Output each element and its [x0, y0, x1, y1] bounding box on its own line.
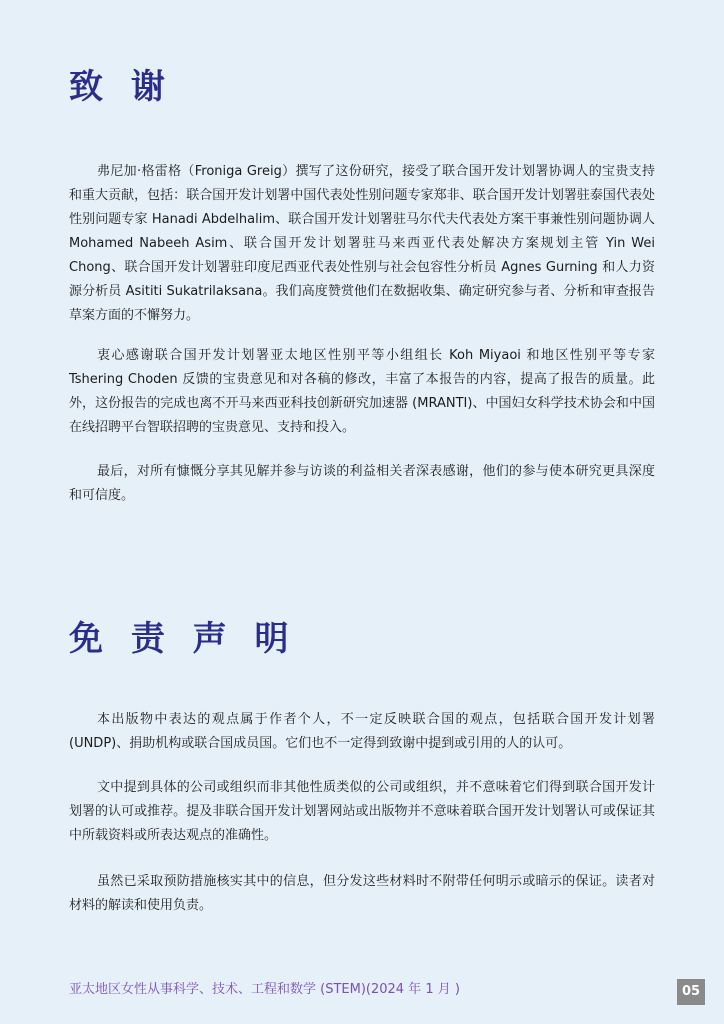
disclaimer-paragraph: 虽然已采取预防措施核实其中的信息，但分发这些材料时不附带任何明示或暗示的保证。读者对材料的解读和使用负责。 [69, 874, 655, 913]
footer-publication-title: 亚太地区女性从事科学、技术、工程和数学 (STEM)(2024 年 1 月 ) [69, 982, 460, 997]
acknowledgements-paragraph: 弗尼加·格雷格（Froniga Greig）撰写了这份研究，接受了联合国开发计划署协调人的宝贵支持和重大贡献，包括：联合国开发计划署中国代表处性别问题专家郑非、联合国开发计划署驻泰国代表处性别问题专家 Hanadi Abdelhalim、联合国开发计划署驻马尔代夫代表处方案干事兼性别问题协调人 Mohamed Nabeeh Asim、联合国开发计划署驻马来西亚代表处解决方案规划主管 Yin Wei Chong、联合国开发计划署驻印度尼西亚代表处性别与社会包容性分析员 Agnes Gurning 和人力资源分析员 Asititi Sukatrilaksana。我们高度赞赏他们在数据收集、确定研究参与者、分析和审查报告草案方面的不懈努力。 [69, 164, 655, 323]
disclaimer-paragraph: 文中提到具体的公司或组织而非其他性质类似的公司或组织，并不意味着它们得到联合国开发计划署的认可或推荐。提及非联合国开发计划署网站或出版物并不意味着联合国开发计划署认可或保证其中所载资料或所表达观点的准确性。 [69, 780, 655, 843]
disclaimer-paragraph: 本出版物中表达的观点属于作者个人，不一定反映联合国的观点，包括联合国开发计划署 (UNDP)、捐助机构或联合国成员国。它们也不一定得到致谢中提到或引用的人的认可。 [69, 712, 655, 751]
acknowledgements-paragraph: 衷心感谢联合国开发计划署亚太地区性别平等小组组长 Koh Miyaoi 和地区性别平等专家 Tshering Choden 反馈的宝贵意见和对各稿的修改，丰富了本报告的内容，提高了报告的质量。此外，这份报告的完成也离不开马来西亚科技创新研究加速器 (MRANTI)、中国妇女科学技术协会和中国在线招聘平台智联招聘的宝贵意见、支持和投入。 [69, 348, 655, 435]
disclaimer-title: 免 责 声 明 [69, 619, 297, 659]
acknowledgements-paragraph: 最后，对所有慷慨分享其见解并参与访谈的利益相关者深表感谢，他们的参与使本研究更具深度和可信度。 [69, 464, 655, 503]
page-number-badge: 05 [677, 979, 705, 1005]
acknowledgements-title: 致 谢 [69, 67, 173, 107]
